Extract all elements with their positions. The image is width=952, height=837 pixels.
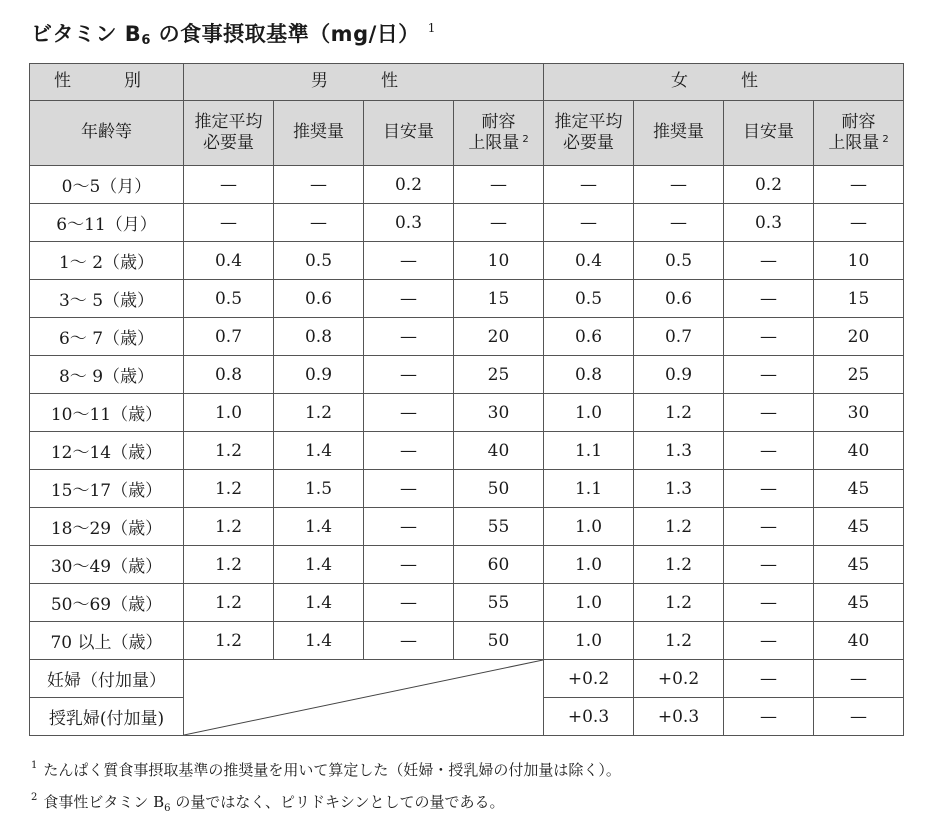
value-cell: 1.3 bbox=[634, 470, 724, 508]
value-cell: 0.5 bbox=[634, 242, 724, 280]
value-cell: 20 bbox=[814, 318, 904, 356]
value-cell: 10 bbox=[454, 242, 544, 280]
age-cell: 30〜49（歳） bbox=[30, 546, 184, 584]
title-footnote-ref: 1 bbox=[427, 21, 436, 35]
value-cell: — bbox=[724, 356, 814, 394]
value-cell: — bbox=[544, 166, 634, 204]
value-cell: 0.5 bbox=[544, 280, 634, 318]
value-cell: — bbox=[724, 394, 814, 432]
value-cell: — bbox=[364, 622, 454, 660]
value-cell: 0.6 bbox=[544, 318, 634, 356]
value-cell: — bbox=[364, 242, 454, 280]
value-cell: — bbox=[364, 394, 454, 432]
table-row bbox=[30, 432, 904, 470]
table-row bbox=[30, 470, 904, 508]
header-male-ai: 目安量 bbox=[364, 101, 454, 166]
value-cell: — bbox=[634, 204, 724, 242]
value-cell: 1.2 bbox=[634, 508, 724, 546]
value-cell: 15 bbox=[454, 280, 544, 318]
intake-table bbox=[29, 63, 904, 736]
value-cell: — bbox=[814, 698, 904, 736]
value-cell: 1.0 bbox=[184, 394, 274, 432]
value-cell: 55 bbox=[454, 584, 544, 622]
value-cell: 0.9 bbox=[634, 356, 724, 394]
value-cell: 1.2 bbox=[274, 394, 364, 432]
table-row bbox=[30, 318, 904, 356]
value-cell: — bbox=[724, 242, 814, 280]
value-cell: 1.2 bbox=[184, 470, 274, 508]
value-cell: 45 bbox=[814, 470, 904, 508]
value-cell: 1.2 bbox=[634, 584, 724, 622]
diagonal-line bbox=[184, 660, 543, 735]
value-cell: 1.4 bbox=[274, 622, 364, 660]
table-row bbox=[30, 280, 904, 318]
value-cell: 1.0 bbox=[544, 622, 634, 660]
value-cell: — bbox=[364, 546, 454, 584]
value-cell: +0.2 bbox=[544, 660, 634, 698]
value-cell: 20 bbox=[454, 318, 544, 356]
age-cell: 0〜5（月） bbox=[30, 166, 184, 204]
header-female-ul: 耐容 上限量 $^2$ bbox=[814, 101, 904, 166]
header-female-ai: 目安量 bbox=[724, 101, 814, 166]
value-cell: — bbox=[184, 166, 274, 204]
value-cell: 25 bbox=[454, 356, 544, 394]
value-cell: — bbox=[364, 356, 454, 394]
age-cell: 10〜11（歳） bbox=[30, 394, 184, 432]
value-cell: — bbox=[274, 204, 364, 242]
footnote-1: $^1$ たんぱく質食事摂取基準の推奨量を用いて算定した（妊婦・授乳婦の付加量は除く）。 bbox=[31, 760, 621, 779]
value-cell: 0.5 bbox=[274, 242, 364, 280]
value-cell: — bbox=[814, 166, 904, 204]
value-cell: — bbox=[724, 470, 814, 508]
table-row bbox=[30, 584, 904, 622]
value-cell: 1.2 bbox=[184, 584, 274, 622]
value-cell: — bbox=[364, 584, 454, 622]
value-cell: 1.2 bbox=[184, 546, 274, 584]
header-row-columns bbox=[30, 101, 904, 166]
value-cell: — bbox=[724, 318, 814, 356]
value-cell: — bbox=[724, 508, 814, 546]
value-cell: 1.5 bbox=[274, 470, 364, 508]
table-row bbox=[30, 204, 904, 242]
value-cell: 1.4 bbox=[274, 508, 364, 546]
age-cell: 6〜 7（歳） bbox=[30, 318, 184, 356]
value-cell: 1.2 bbox=[634, 622, 724, 660]
header-male-ul: 耐容 上限量 $^2$ bbox=[454, 101, 544, 166]
page-title bbox=[31, 18, 436, 48]
value-cell: 0.6 bbox=[634, 280, 724, 318]
value-cell: 45 bbox=[814, 508, 904, 546]
header-age: 年齢等 bbox=[30, 101, 184, 166]
value-cell: 0.8 bbox=[544, 356, 634, 394]
value-cell: 0.4 bbox=[184, 242, 274, 280]
age-cell: 70 以上（歳） bbox=[30, 622, 184, 660]
value-cell: 50 bbox=[454, 470, 544, 508]
age-cell: 6〜11（月） bbox=[30, 204, 184, 242]
age-cell: 8〜 9（歳） bbox=[30, 356, 184, 394]
value-cell: 50 bbox=[454, 622, 544, 660]
age-cell: 50〜69（歳） bbox=[30, 584, 184, 622]
value-cell: 1.2 bbox=[184, 432, 274, 470]
age-cell: 1〜 2（歳） bbox=[30, 242, 184, 280]
value-cell: 25 bbox=[814, 356, 904, 394]
header-male-rda: 推奨量 bbox=[274, 101, 364, 166]
value-cell: 0.3 bbox=[364, 204, 454, 242]
value-cell: — bbox=[364, 432, 454, 470]
value-cell: 40 bbox=[814, 622, 904, 660]
value-cell: 1.4 bbox=[274, 432, 364, 470]
value-cell: +0.3 bbox=[634, 698, 724, 736]
value-cell: 1.2 bbox=[184, 622, 274, 660]
header-male: 男 性 bbox=[184, 64, 544, 101]
value-cell: — bbox=[184, 204, 274, 242]
value-cell: 0.5 bbox=[184, 280, 274, 318]
value-cell: — bbox=[454, 204, 544, 242]
value-cell: 0.8 bbox=[274, 318, 364, 356]
value-cell: 1.0 bbox=[544, 546, 634, 584]
header-female-rda: 推奨量 bbox=[634, 101, 724, 166]
value-cell: 55 bbox=[454, 508, 544, 546]
table-row bbox=[30, 242, 904, 280]
table-row-pregnant bbox=[30, 660, 904, 698]
header-row-sex bbox=[30, 64, 904, 101]
value-cell: 0.9 bbox=[274, 356, 364, 394]
value-cell: — bbox=[724, 660, 814, 698]
value-cell: — bbox=[724, 280, 814, 318]
value-cell: 30 bbox=[454, 394, 544, 432]
value-cell: — bbox=[724, 622, 814, 660]
value-cell: 0.7 bbox=[184, 318, 274, 356]
value-cell: — bbox=[364, 470, 454, 508]
value-cell: — bbox=[724, 432, 814, 470]
value-cell: 1.0 bbox=[544, 508, 634, 546]
value-cell: 0.2 bbox=[364, 166, 454, 204]
value-cell: 0.8 bbox=[184, 356, 274, 394]
value-cell: — bbox=[544, 204, 634, 242]
value-cell: — bbox=[364, 508, 454, 546]
value-cell: +0.3 bbox=[544, 698, 634, 736]
table-row bbox=[30, 622, 904, 660]
header-male-ear: 推定平均 必要量 bbox=[184, 101, 274, 166]
value-cell: +0.2 bbox=[634, 660, 724, 698]
value-cell: — bbox=[634, 166, 724, 204]
footnote-2: $^2$ 食事性ビタミン $B_6$ の量ではなく、ピリドキシンとしての量である。 bbox=[31, 792, 505, 814]
value-cell: 1.1 bbox=[544, 432, 634, 470]
not-applicable-cell bbox=[184, 660, 544, 736]
value-cell: — bbox=[724, 698, 814, 736]
value-cell: — bbox=[814, 660, 904, 698]
lactating-label: 授乳婦(付加量) bbox=[30, 698, 184, 736]
table-row bbox=[30, 546, 904, 584]
value-cell: 0.3 bbox=[724, 204, 814, 242]
value-cell: 0.2 bbox=[724, 166, 814, 204]
value-cell: 1.1 bbox=[544, 470, 634, 508]
value-cell: 0.7 bbox=[634, 318, 724, 356]
value-cell: 40 bbox=[814, 432, 904, 470]
value-cell: 1.2 bbox=[634, 394, 724, 432]
header-female: 女 性 bbox=[544, 64, 904, 101]
value-cell: — bbox=[274, 166, 364, 204]
value-cell: 10 bbox=[814, 242, 904, 280]
value-cell: 40 bbox=[454, 432, 544, 470]
table-row bbox=[30, 166, 904, 204]
value-cell: 30 bbox=[814, 394, 904, 432]
title-unit: の食事摂取基準（mg/日） bbox=[150, 22, 420, 46]
footnotes bbox=[31, 752, 621, 823]
age-cell: 12〜14（歳） bbox=[30, 432, 184, 470]
value-cell: 1.4 bbox=[274, 546, 364, 584]
value-cell: — bbox=[364, 318, 454, 356]
value-cell: 0.6 bbox=[274, 280, 364, 318]
age-cell: 3〜 5（歳） bbox=[30, 280, 184, 318]
title-text: ビタミン B bbox=[31, 22, 142, 46]
value-cell: — bbox=[814, 204, 904, 242]
value-cell: 1.0 bbox=[544, 394, 634, 432]
value-cell: 0.4 bbox=[544, 242, 634, 280]
table-row bbox=[30, 394, 904, 432]
value-cell: — bbox=[724, 584, 814, 622]
header-female-ear: 推定平均 必要量 bbox=[544, 101, 634, 166]
pregnant-label: 妊婦（付加量） bbox=[30, 660, 184, 698]
value-cell: 1.2 bbox=[634, 546, 724, 584]
value-cell: 45 bbox=[814, 546, 904, 584]
title-subscript: 6 bbox=[141, 33, 151, 48]
value-cell: 1.3 bbox=[634, 432, 724, 470]
value-cell: — bbox=[724, 546, 814, 584]
value-cell: — bbox=[454, 166, 544, 204]
value-cell: 1.2 bbox=[184, 508, 274, 546]
value-cell: 1.4 bbox=[274, 584, 364, 622]
header-sex-label: 性 別 bbox=[30, 64, 184, 101]
value-cell: 1.0 bbox=[544, 584, 634, 622]
value-cell: 45 bbox=[814, 584, 904, 622]
value-cell: — bbox=[364, 280, 454, 318]
age-cell: 15〜17（歳） bbox=[30, 470, 184, 508]
age-cell: 18〜29（歳） bbox=[30, 508, 184, 546]
value-cell: 60 bbox=[454, 546, 544, 584]
value-cell: 15 bbox=[814, 280, 904, 318]
table-row bbox=[30, 508, 904, 546]
table-row bbox=[30, 356, 904, 394]
